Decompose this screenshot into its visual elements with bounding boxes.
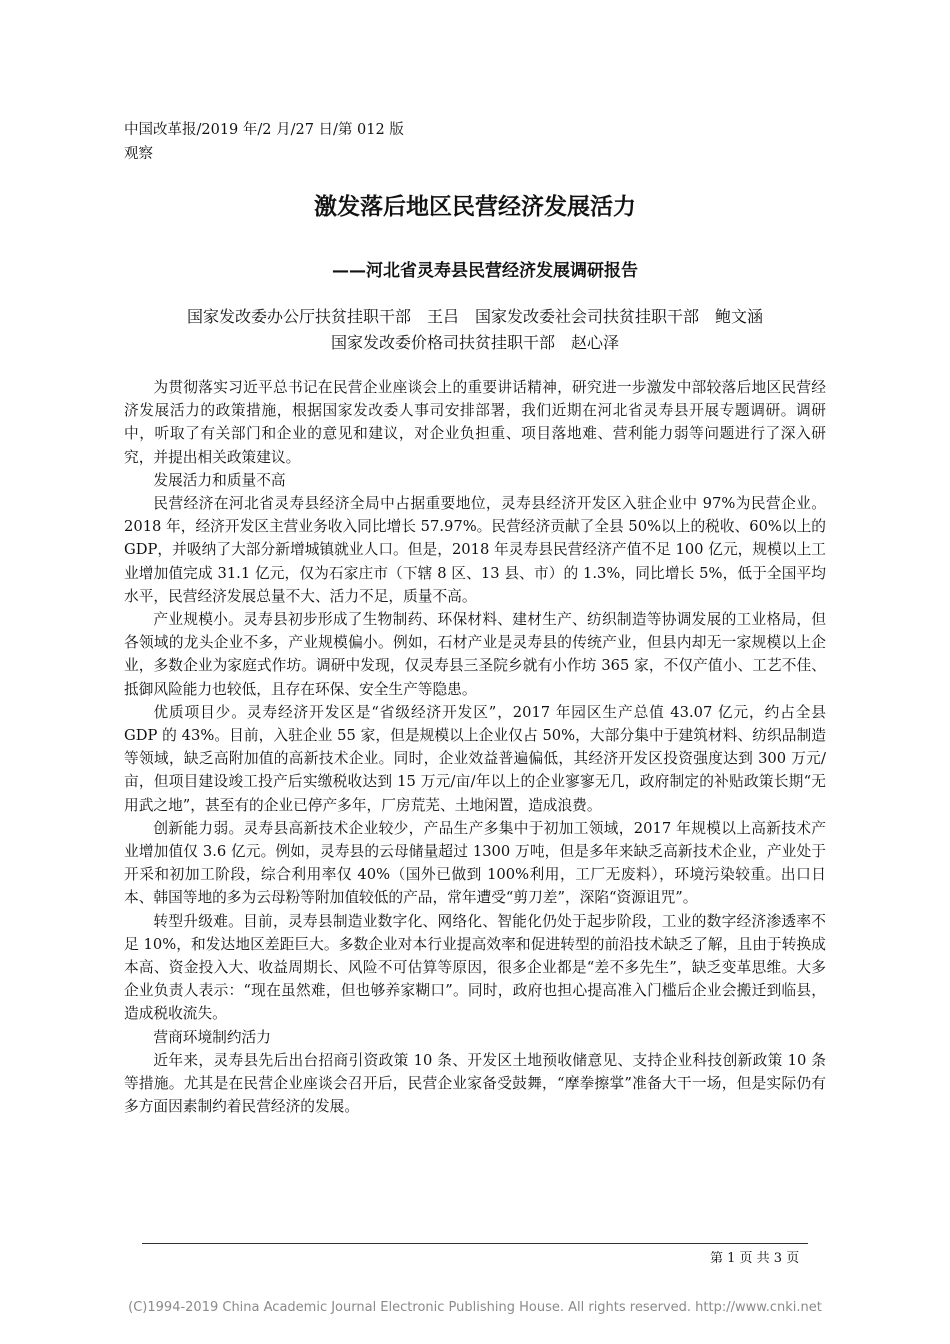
paragraph: 创新能力弱。灵寿县高新技术企业较少，产品生产多集中于初加工领域，2017 年规模以上高新技术产业增加值仅 3.6 亿元。例如，灵寿县的云母储量超过 1300 万吨，但是多年来缺乏高新技术企业，产业处于开采和初加工阶段，综合利用率仅 40%（国外已做到 100%利用，工厂无废料），环境污染较重。出口日本、韩国等地的多为云母粉等附加值较低的产品，常年遭受“剪刀差”，深陷“资源诅咒”。 [124, 819, 826, 907]
copyright-notice: (C)1994-2019 China Academic Journal Electronic Publishing House. All rights reserved. http://www.cnki.net [128, 1300, 822, 1315]
authors-line-1: 国家发改委办公厅扶贫挂职干部 王吕 国家发改委社会司扶贫挂职干部 鲍文涵 [186, 307, 763, 326]
page-number: 第 1 页 共 3 页 [710, 1251, 800, 1266]
column-label: 观察 [124, 146, 153, 162]
paragraph: 为贯彻落实习近平总书记在民营企业座谈会上的重要讲话精神，研究进一步激发中部较落后地区民营经济发展活力的政策措施，根据国家发改委人事司安排部署，我们近期在河北省灵寿县开展专题调研。调研中，听取了有关部门和企业的意见和建议，对企业负担重、项目落地难、营利能力弱等问题进行了深入研究，并提出相关政策建议。 [124, 379, 826, 466]
article-title: 激发落后地区民营经济发展活力 [314, 194, 636, 220]
section-heading: 发展活力和质量不高 [153, 471, 286, 489]
author-block [120, 304, 830, 356]
paragraph: 近年来，灵寿县先后出台招商引资政策 10 条、开发区土地预收储意见、支持企业科技创新政策 10 条等措施。尤其是在民营企业座谈会召开后，民营企业家备受鼓舞，“摩拳擦掌”准备大干一场，但是实际仍有多方面因素制约着民营经济的发展。 [124, 1051, 826, 1116]
authors-line-2: 国家发改委价格司扶贫挂职干部 赵心泽 [330, 333, 619, 352]
paragraph: 产业规模小。灵寿县初步形成了生物制药、环保材料、建材生产、纺织制造等协调发展的工业格局，但各领域的龙头企业不多，产业规模偏小。例如，石材产业是灵寿县的传统产业，但县内却无一家规模以上企业，多数企业为家庭式作坊。调研中发现，仅灵寿县三圣院乡就有小作坊 365 家，不仅产值小、工艺不佳、抵御风险能力也较低，且存在环保、安全生产等隐患。 [124, 611, 826, 698]
section-heading: 营商环境制约活力 [153, 1028, 271, 1046]
article-subtitle: ——河北省灵寿县民营经济发展调研报告 [332, 261, 638, 281]
paragraph: 转型升级难。目前，灵寿县制造业数字化、网络化、智能化仍处于起步阶段，工业的数字经济渗透率不足 10%，和发达地区差距巨大。多数企业对本行业提高效率和促进转型的前沿技术缺乏了解，且由于转换成本高、资金投入大、收益周期长、风险不可估算等原因，很多企业都是“差不多先生”，缺乏变革思维。大多企业负责人表示：“现在虽然难，但也够养家糊口”。同时，政府也担心提高准入门槛后企业会搬迁到临县，造成税收流失。 [124, 912, 826, 1023]
article-body [124, 376, 826, 1119]
paragraph: 优质项目少。灵寿经济开发区是“省级经济开发区”，2017 年园区生产总值 43.07 亿元，约占全县 GDP 的 43%。目前，入驻企业 55 家，但是规模以上企业仅占 50%，大部分集中于建筑材料、纺织品制造等领域，缺乏高附加值的高新技术企业。同时，企业效益普遍偏低，其经济开发区投资强度达到 300 万元/亩，但项目建设竣工投产后实缴税收达到 15 万元/亩/年以上的企业寥寥无几，政府制定的补贴政策长期“无用武之地”，甚至有的企业已停产多年，厂房荒芜、土地闲置，造成浪费。 [124, 703, 826, 814]
footer-divider [142, 1243, 808, 1244]
paragraph: 民营经济在河北省灵寿县经济全局中占据重要地位，灵寿县经济开发区入驻企业中 97%为民营企业。2018 年，经济开发区主营业务收入同比增长 57.97%。民营经济贡献了全县 50%以上的税收、60%以上的 GDP，并吸纳了大部分新增城镇就业人口。但是，2018 年灵寿县民营经济产值不足 100 亿元，规模以上工业增加值完成 31.1 亿元，仅为石家庄市（下辖 8 区、13 县、市）的 1.3%，同比增长 5%，低于全国平均水平，民营经济发展总量不大、活力不足，质量不高。 [124, 495, 826, 605]
source-line: 中国改革报/2019 年/2 月/27 日/第 012 版 [124, 122, 404, 138]
